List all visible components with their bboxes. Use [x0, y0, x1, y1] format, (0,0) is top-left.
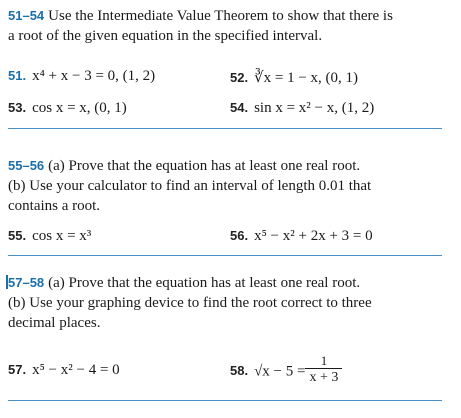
- range-label: 51–54: [8, 8, 45, 23]
- instruction-line: 55–56 (a) Prove that the equation has at least one real root.: [8, 158, 361, 174]
- exercise-55: 55. cos x = x³: [8, 228, 92, 244]
- exercise-row: [8, 228, 448, 250]
- exercise-57: 57. x⁵ − x² − 4 = 0: [8, 362, 120, 378]
- instruction-line: 57–58 (a) Prove that the equation has at least one real root.: [8, 275, 361, 291]
- exercise-53: 53. cos x = x, (0, 1): [8, 100, 127, 116]
- section-51-54-instructions: [8, 6, 448, 46]
- section-divider: [8, 128, 442, 129]
- instruction-line: decimal places.: [8, 315, 101, 331]
- instruction-line: contains a root.: [8, 198, 101, 214]
- range-label: 55–56: [8, 158, 45, 173]
- fraction: $\frac{1}{x + 3}$: [305, 354, 342, 386]
- exercise-52: 52. ∛x = 1 − x, (0, 1): [230, 70, 359, 86]
- exercise-row: [8, 353, 448, 390]
- exercise-51: 51. x⁴ + x − 3 = 0, (1, 2): [8, 68, 156, 84]
- section-divider: [8, 255, 442, 256]
- exercise-row: [8, 68, 448, 90]
- exercise-58: 58. √x − 5 = $\frac{1}{x + 3}$: [230, 356, 342, 388]
- instruction-line: a root of the given equation in the specified interval.: [8, 28, 323, 44]
- instruction-line: (b) Use your graphing device to find the root correct to three: [8, 295, 372, 311]
- exercise-row: [8, 100, 448, 122]
- exercise-56: 56. x⁵ − x² + 2x + 3 = 0: [230, 228, 373, 244]
- section-57-58-instructions: [8, 273, 448, 333]
- exercise-54: 54. sin x = x² − x, (1, 2): [230, 100, 375, 116]
- instruction-line: 51–54 Use the Intermediate Value Theorem to show that there is: [8, 8, 393, 24]
- section-divider: [8, 400, 442, 401]
- range-label: 57–58: [8, 275, 45, 290]
- section-55-56-instructions: [8, 156, 448, 216]
- instruction-line: (b) Use your calculator to find an interval of length 0.01 that: [8, 178, 372, 194]
